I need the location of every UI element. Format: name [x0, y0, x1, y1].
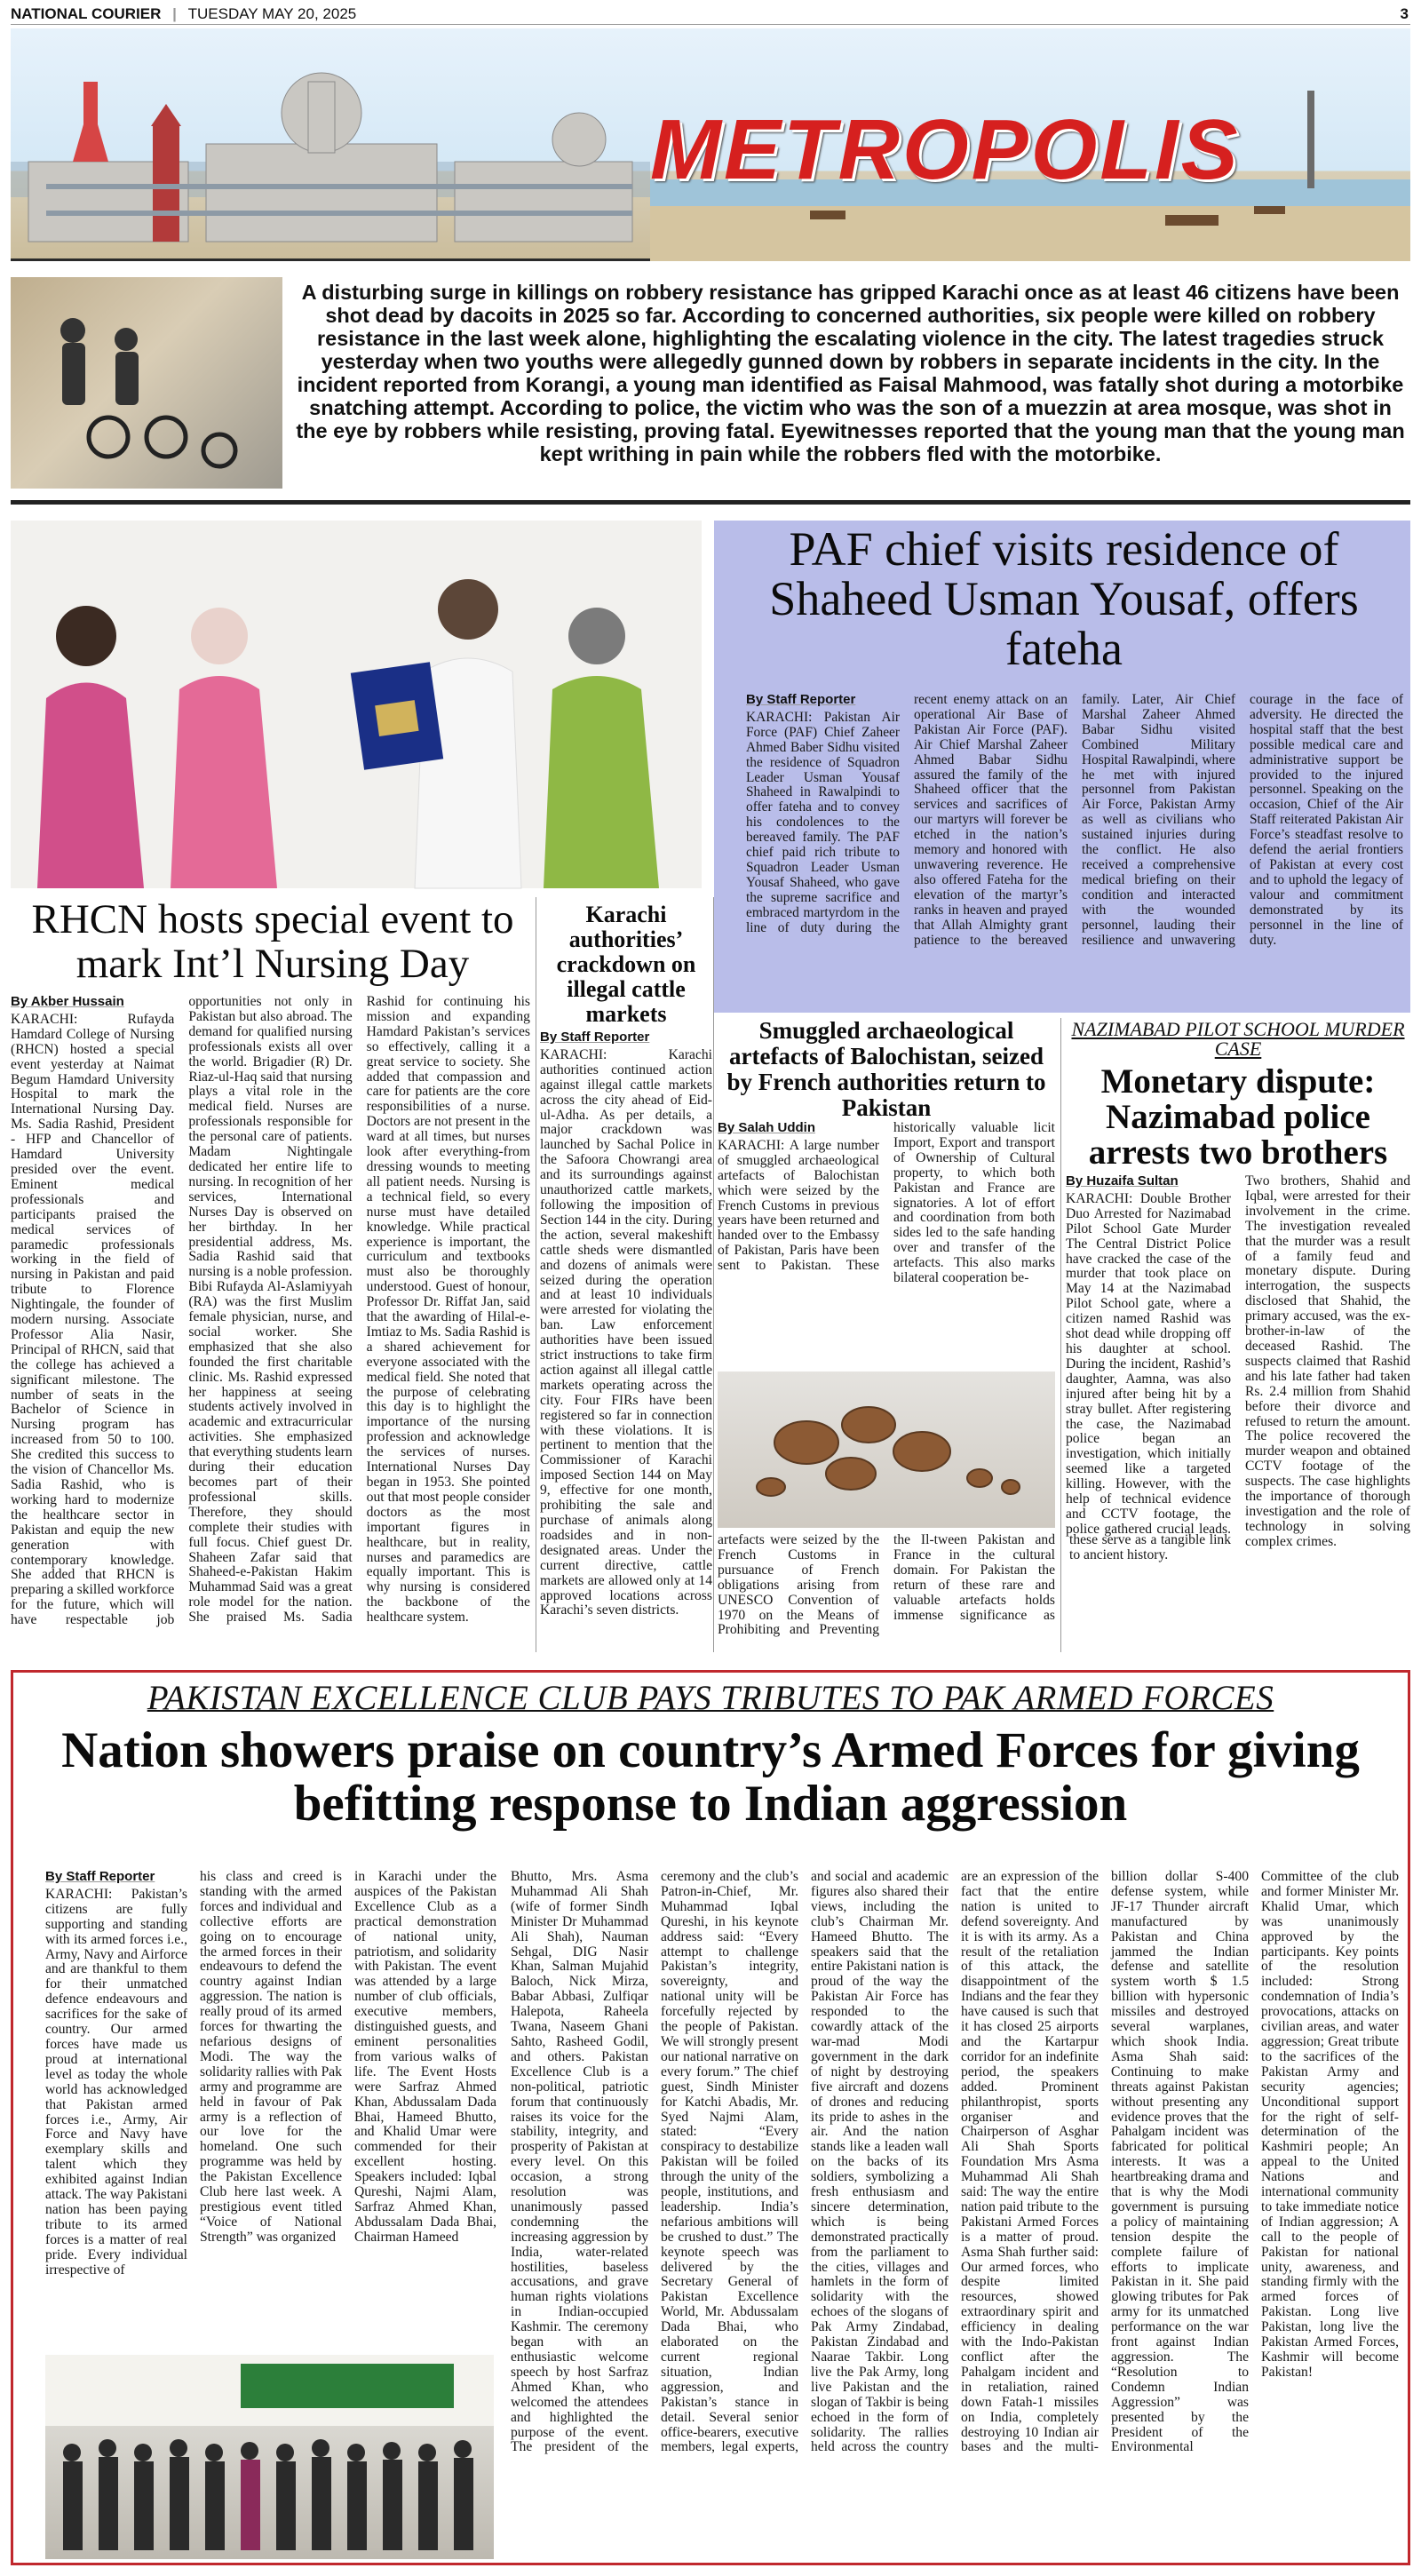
- forces-col-2: his class and creed is standing with the armed forces and individual and collective efforts are going on to encourage the armed forces in their endeavours to defend the country against Indian aggression. The nation is really proud of its armed forces for thwarting the nefarious designs of Modi. The way the solidarity rallies with Pak army and programme are held in favour of Pak army is a reflection of our love for the homeland. One such programme was held by the Pakistan Excellence Club here last week. A prestigious event titled “Voice of National Strength” was organized: [200, 1869, 342, 2245]
- cattle-body: [540, 1030, 712, 1652]
- masthead: NATIONAL COURIER | TUESDAY MAY 20, 2025 3: [11, 5, 1410, 25]
- paf-body: [746, 693, 1403, 1007]
- column-divider: [1060, 1018, 1061, 1652]
- issue-date: TUESDAY MAY 20, 2025: [187, 5, 357, 22]
- cattle-headline: Karachi authorities’ crackdown on illegal cattle markets: [556, 902, 696, 1027]
- column-divider: [713, 897, 714, 1652]
- paf-story: [714, 521, 1410, 1013]
- artefacts-text-top: KARACHI: A large number of smuggled archaeological artefacts of Balochistan which were seized by the French Customs in previous years have been returned and handed over to the Embassy of Pakistan, Paris have been sent to Pakistan. These historically valuable licit Import, Export and transport of Ownership of Cultural property, to which both Pakistan and France are signatories. A lot of effort and coordination from both sides led to the safe handing over and transfer of the artefacts. This also marks bilateral cooperation be-: [718, 1120, 1055, 1286]
- nazimabad-body: [1066, 1174, 1410, 1652]
- armed-forces-story: [11, 1670, 1410, 2565]
- forces-body-rest: Bhutto, Mrs. Asma Muhammad Ali Shah (wife of former Sindh Minister Dr Muhammad Ali Shah), Nauman Sehgal, DIG Nasir Khan, Salman Mujahid Baloch, Nick Mirza, Babar Abbasi, Zulfiqar Halepota, Raheela Twana, Naseem Ghani Sahto, Rasheed Godil, and others. Pakistan Excellence Club is a non-political, patriotic forum that continuously raises its voice for the stability, integrity, and prosperity of Pakistan at every level. On this occasion, a strong resolution was unanimously passed condemning the increasing aggression by India, water-related hostilities, baseless accusations, and grave human rights violations in Indian-occupied Kashmir. The ceremony began with an enthusiastic welcome speech by host Sarfraz Ahmed Khan, who welcomed the attendees and highlighted the purpose of the event. The president of the ceremony and the club’s Patron-in-Chief, Mr. Muhammad Iqbal Qureshi, in his keynote address said: “Every attempt to challenge Pakistan’s integrity, sovereignty, and national unity will be forcefully rejected by the people of Pakistan. We will strongly present our national narrative on every forum.” The chief guest, Sindh Minister for Katchi Abadis, Mr. Syed Najmi Alam, stated: “Every conspiracy to destabilize Pakistan will be foiled through the unity of the people, institutions, and leadership. India’s nefarious ambitions will be crushed to dust.” The keynote speech was delivered by the Secretary General of Pakistan Excellence World, Mr. Abdussalam Dada Bhai, who elaborated on the current regional situation, Indian aggression, and Pakistan’s stance in detail. Several senior office-bearers, executive members, legal experts, and social and academic figures also shared their views, including the club’s Chairman Mr. Hameed Bhutto. The speakers said that the entire Pakistani nation is proud of the way the Pakistan Air Force has responded to the cowardly attack of the war-mad Modi government in the dark of night by destroying five aircraft and dozens of drones and reducing its pride to ashes in the air. And the nation stands like a leaden wall on the backs of its soldiers, symbolizing a fresh enthusiasm and sincere determination, which is being demonstrated practically from the parliament to the cities, villages and hamlets in the form of solidarity with the echoes of the slogans of Pak Army Zindabad, Pakistan Zindabad and Naarae Takbir. Long live the Pak Army, long live Pakistan and the slogan of Takbir is being echoed in the form of solidarity. The rallies held across the country are an expression of the fact that the entire nation is united to defend sovereignty. And it is with its army. As a result of the retaliation of this attack, the disappointment of the Indians and the fear they have caused is such that it has closed 25 airports and the Kartarpur corridor for an indefinite period, the speakers added. Prominent philanthropist, sports organiser and Chairperson of Asghar Ali Shah Sports Foundation Mrs Asma Muhammad Ali Shah said: The way the entire nation paid tribute to the Pakistani Armed Forces is a matter of proud. Asma Shah further said: Our armed forces, who despite limited resources, showed extraordinary spirit and efficiency in dealing with the Indo-Pakistan conflict after the Pahalgam incident and in retaliation, rained down Fatah-1 missiles on India, completely destroying 10 Indian air bases and the multi-billion dollar S-400 defense system, while JF-17 Thunder aircraft manufactured by Pakistan and China jammed the Indian defense and satellite system worth $ 1.5 billion with hypersonic missiles and destroyed several warplanes, which shook India. Asma Shah said: Continuing to make threats against Pakistan without presenting any evidence proves that the Pahalgam incident was fabricated for political interests. It was a heartbreaking drama and that is why the Modi government is pursuing a policy of maintaining tension despite the complete failure of efforts to implicate Pakistan in it. She paid glowing tributes for Pak army for its unmatched performance on the war front against Indian aggression. The “Resolution to Condemn Indian Aggression” was presented by the President of the Environmental Committee of the club and former Minister Mr. Khalid Umar, which was unanimously approved by the participants. Key points of the resolution included: Strong condemnation of India’s provocations, attacks on civilian areas, and water aggression; Great tribute to the sacrifices of the Pakistan Army and security agencies; Unconditional support for the right of self-determination of the Kashmiri people; An appeal to the United Nations and international community to take immediate notice of Indian aggression; A call to the people of Pakistan for national unity, awareness, and standing firmly with the armed forces of Pakistan. Long live Pakistan, long live the Pakistan Armed Forces, Kashmir will become Pakistan!: [511, 1869, 1399, 2455]
- forces-headline: Nation showers praise on country’s Armed Forces for giving befitting response to Indian aggression: [61, 1722, 1360, 1832]
- forces-kicker: PAKISTAN EXCELLENCE CLUB PAYS TRIBUTES TO PAK ARMED FORCES: [147, 1679, 1274, 1717]
- nazimabad-kicker: NAZIMABAD PILOT SCHOOL MURDER CASE: [1071, 1018, 1405, 1060]
- forces-byline: By Staff Reporter: [45, 1869, 155, 1884]
- page-number: 3: [1400, 5, 1409, 22]
- artefacts-body-bottom: artefacts were seized by the French Customs in pursuance of French obligations arising from UNESCO Convention of 1970 on the Means of Prohibiting and Preventing the Il-tween Pakistan and France in the cultural domain. For Pakistan the return of these rare and valuable artefacts holds immense significance as these serve as a tangible link to ancient history.: [718, 1532, 1231, 1638]
- paf-headline: PAF chief visits residence of Shaheed Usman Yousaf, offers fateha: [769, 522, 1359, 675]
- robbery-photo: [11, 277, 282, 489]
- artefacts-byline: By Salah Uddin: [718, 1120, 816, 1135]
- rhcn-byline: By Akber Hussain: [11, 994, 124, 1009]
- section-title: METROPOLIS: [650, 102, 1241, 197]
- rhcn-text: KARACHI: Rufayda Hamdard College of Nursing (RHCN) hosted a special event yesterday at Naimat Begum Hamdard University Hospital to mark the International Nursing Day. Ms. Sadia Rashid, President - HFP and Chancellor of Hamdard University presided over the event. Eminent medical professionals and participants praised the medical services of paramedic professionals working in the field of nursing in Pakistan and paid tribute to Florence Nightingale, the founder of modern nursing. Associate Professor Alia Nasir, Principal of RHCN, said that the college has achieved a significant milestone. The number of seats in the Bachelor of Science in Nursing program has increased from 50 to 100. She credited this success to the vision of Chancellor Ms. Sadia Rashid, who is working hard to modernize the healthcare sector in Pakistan and equip the new generation with contemporary knowledge. She added that RHCN is preparing a skilled workforce for the future, which will have respectable job opportunities not only in Pakistan but also abroad. The demand for qualified nursing professionals exists all over the world. Brigadier (R) Dr. Riaz-ul-Haq said that nursing plays a vital role in the medical field. Nurses are professionals responsible for the personal care of patients. Madam Nightingale dedicated her entire life to nursing. In recognition of her services, International Nurses Day is observed on her birthday. In her presidential address, Ms. Sadia Rashid said that nursing is a noble profession. Bibi Rufayda Al-Aslamiyyah (RA) was the first Muslim female physician, nurse, and social worker. She emphasized that she also founded the first charitable clinic. Ms. Rashid expressed her happiness at seeing students actively involved in academic and extracurricular activities. She emphasized that everything students learn during their education becomes part of their professional skills. Therefore, they should complete their studies with full focus. Chief guest Dr. Shaheen Zafar said that Shaheed-e-Pakistan Hakim Muhammad Said was a great role model for the nation. She praised Ms. Sadia Rashid for continuing his mission and expanding Hamdard Pakistan’s services so effectively, calling it a great service to society. She added that compassion and care for patients are the core responsibilities of a nurse. Doctors are not present in the ward at all times, but nurses look after everything-from dressing wounds to meeting all patient needs. Nursing is a technical field, so every nurse must have detailed knowledge. While practical experience is important, the curriculum and textbooks must also be thoroughly understood. Guest of honour, Professor Dr. Riffat Jan, said that the awarding of Hilal-e-Imtiaz to Ms. Sadia Rashid is a shared achievement for everyone associated with the medical field. She noted that the purpose of celebrating this day is to highlight the importance of the nursing profession and acknowledge the services of nurses. International Nurses Day began in 1953. She pointed out that most people consider doctors as the most important figures in healthcare, but in reality, nurses and paramedics are equally important. This is why nursing is considered the backbone of the healthcare system.: [11, 994, 530, 1628]
- cattle-byline: By Staff Reporter: [540, 1030, 650, 1045]
- forces-col-3: in Karachi under the auspices of the Pakistan Excellence Club as a practical demonstration of national unity, patriotism, and solidarity with Pakistan. The event was attended by a large number of club officials, executive members, distinguished guests, and eminent personalities from various walks of life. The Event Hosts were Sarfraz Ahmed Khan, Abdussalam Dada Bhai, Hameed Bhutto, and Khalid Umar were commended for their excellent hosting. Speakers included: Iqbal Qureshi, Najmi Alam, Sarfraz Ahmed Khan, Abdussalam Dada Bhai, Chairman Hameed: [354, 1869, 496, 2245]
- group-event-photo: [45, 2355, 494, 2559]
- section-banner: [11, 28, 1410, 261]
- nursing-award-photo: [11, 521, 702, 888]
- forces-col-1: [45, 1870, 187, 2341]
- forces-text-1: KARACHI: Pakistan’s citizens are fully supporting and standing with its armed forces i.e., Army, Navy and Airforce and are thankful to them for their unmatched defence endeavours and sacrifices for the sake of country. Our armed forces have made us proud at international level as today the whole world has acknowledged that Pakistan armed forces i.e., Army, Air Force and Navy have exemplary skills and talent which they exhibited against Indian attack. The way Pakistani nation has been paying tribute to its armed forces is a matter of real pride. Every individual irrespective of: [45, 1886, 187, 2278]
- nazimabad-headline: Monetary dispute: Nazimabad police arrests two brothers: [1088, 1062, 1388, 1172]
- pottery-artefacts-photo: [718, 1371, 1055, 1528]
- nazimabad-byline: By Huzaifa Sultan: [1066, 1173, 1179, 1189]
- rhcn-body: [11, 995, 530, 1652]
- rhcn-headline: RHCN hosts special event to mark Int’l Nursing Day: [31, 896, 514, 987]
- artefacts-headline: Smuggled archaeological artefacts of Balochistan, seized by French authorities return to Pakistan: [726, 1017, 1046, 1121]
- cattle-text: KARACHI: Karachi authorities continued action against illegal cattle markets across the city ahead of Eid-ul-Adha. As per details, a major crackdown was launched by Sachal Police in the Safoora Chowrangi area and its surroundings against unauthorized cattle markets, following the imposition of Section 144 in the city. During the action, several makeshift cattle sheds were dismantled and dozens of animals were seized during the operation and at least 10 individuals were arrested for violating the ban. Law enforcement authorities have been issued strict instructions to take firm action against all illegal cattle markets operating across the city. Four FIRs have been registered so far in connection with these violations. It is pertinent to mention that the Commissioner of Karachi imposed Section 144 on May 9, effective for one month, prohibiting the sale and purchase of animals along roadsides and in non-designated areas. Under the current directive, cattle markets are allowed only at 14 approved locations across Karachi’s seven districts.: [540, 1046, 712, 1618]
- paper-name: NATIONAL COURIER: [11, 5, 162, 22]
- paf-text: KARACHI: Pakistan Air Force (PAF) Chief Zaheer Ahmed Baber Sidhu visited the residence of Squadron Leader Usman Yousaf Shaheed in Rawalpindi to offer fateha and to convey his condolences to the bereaved family. The PAF chief paid rich tribute to Squadron Leader Usman Yousaf Shaheed, who gave the supreme sacrifice and embraced martyrdom in the line of duty during the recent enemy attack on an operational Air Base of Pakistan Air Force (PAF). Air Chief Marshal Zaheer Ahmed Babar Sidhu assured the family of the Shaheed officer that the services and sacrifices of our martyrs will forever be etched in the nation’s memory and honored with unwavering reverence. He also offered Fateha for the elevation of the martyr’s ranks in heaven and prayed that Allah Almighty grant patience to the bereaved family. Later, Air Chief Marshal Zaheer Ahmed Babar Sidhu visited Combined Military Hospital Rawalpindi, where he met with injured personnel from Pakistan Air Force, Pakistan Army as well as civilians who sustained injuries during the conflict. He also received a comprehensive medical briefing on their condition and interacted with the wounded personnel, lauding their resilience and unwavering courage in the face of adversity. He directed the hospital staff that the best possible medical care and administrative support be provided to the injured personnel. Speaking on the occasion, Chief of the Air Staff reiterated Pakistan Air Force’s steadfast resolve to defend the aerial frontiers of Pakistan at every cost and to uphold the legacy of valour and commitment demonstrated by its personnel in the line of duty.: [746, 692, 1403, 948]
- paf-byline: By Staff Reporter: [746, 692, 856, 707]
- nazimabad-text: KARACHI: Double Brother Duo Arrested for Nazimabad Pilot School Gate Murder The Central District Police have cracked the case of the murder that took place on May 14 at the Nazimabad Pilot School gate, where a citizen named Rashid was shot dead while dropping off his daughter at school. During the incident, Rashid’s daughter, Aamna, was also injured after being hit by a stray bullet. After registering the case, the Nazimabad police began an investigation, which initially seemed like a targeted killing. However, with the help of technical evidence and CCTV footage, the police gathered crucial leads. Two brothers, Shahid and Iqbal, were arrested for their involvement in the crime. The investigation revealed that the murder was a result of a family feud and monetary dispute. During interrogation, the suspects disclosed that Shahid, the primary accused, was the ex-brother-in-law of the deceased Rashid. The suspects claimed that Rashid and his late father had taken Rs. 2.4 million from Shahid before their divorce and refused to return the amount. The police recovered the murder weapon and obtained CCTV footage of the suspects. The case highlights the importance of thorough investigation and the role of technology in solving complex crimes.: [1066, 1173, 1410, 1549]
- lead-story: A disturbing surge in killings on robbery resistance has gripped Karachi once as at least 46 citizens have been shot dead by dacoits in 2025 so far. According to concerned authorities, six people were killed on robbery resistance in the last week alone, highlighting the escalating violence in the city. The latest tragedies struck yesterday when two youths were allegedly gunned down by robbers in separate incidents in the city. In the incident reported from Korangi, a young man identified as Faisal Mahmood, was fatally shot during a motorbike snatching attempt. According to police, the victim who was the son of a muezzin at area mosque, was shot in the eye by robbers while resisting, proving fatal. Eyewitnesses reported that the young man that the young man kept writhing in pain while the robbers fled with the motorbike.: [296, 281, 1405, 465]
- divider: [11, 500, 1410, 505]
- artefacts-body-top: [718, 1121, 1055, 1366]
